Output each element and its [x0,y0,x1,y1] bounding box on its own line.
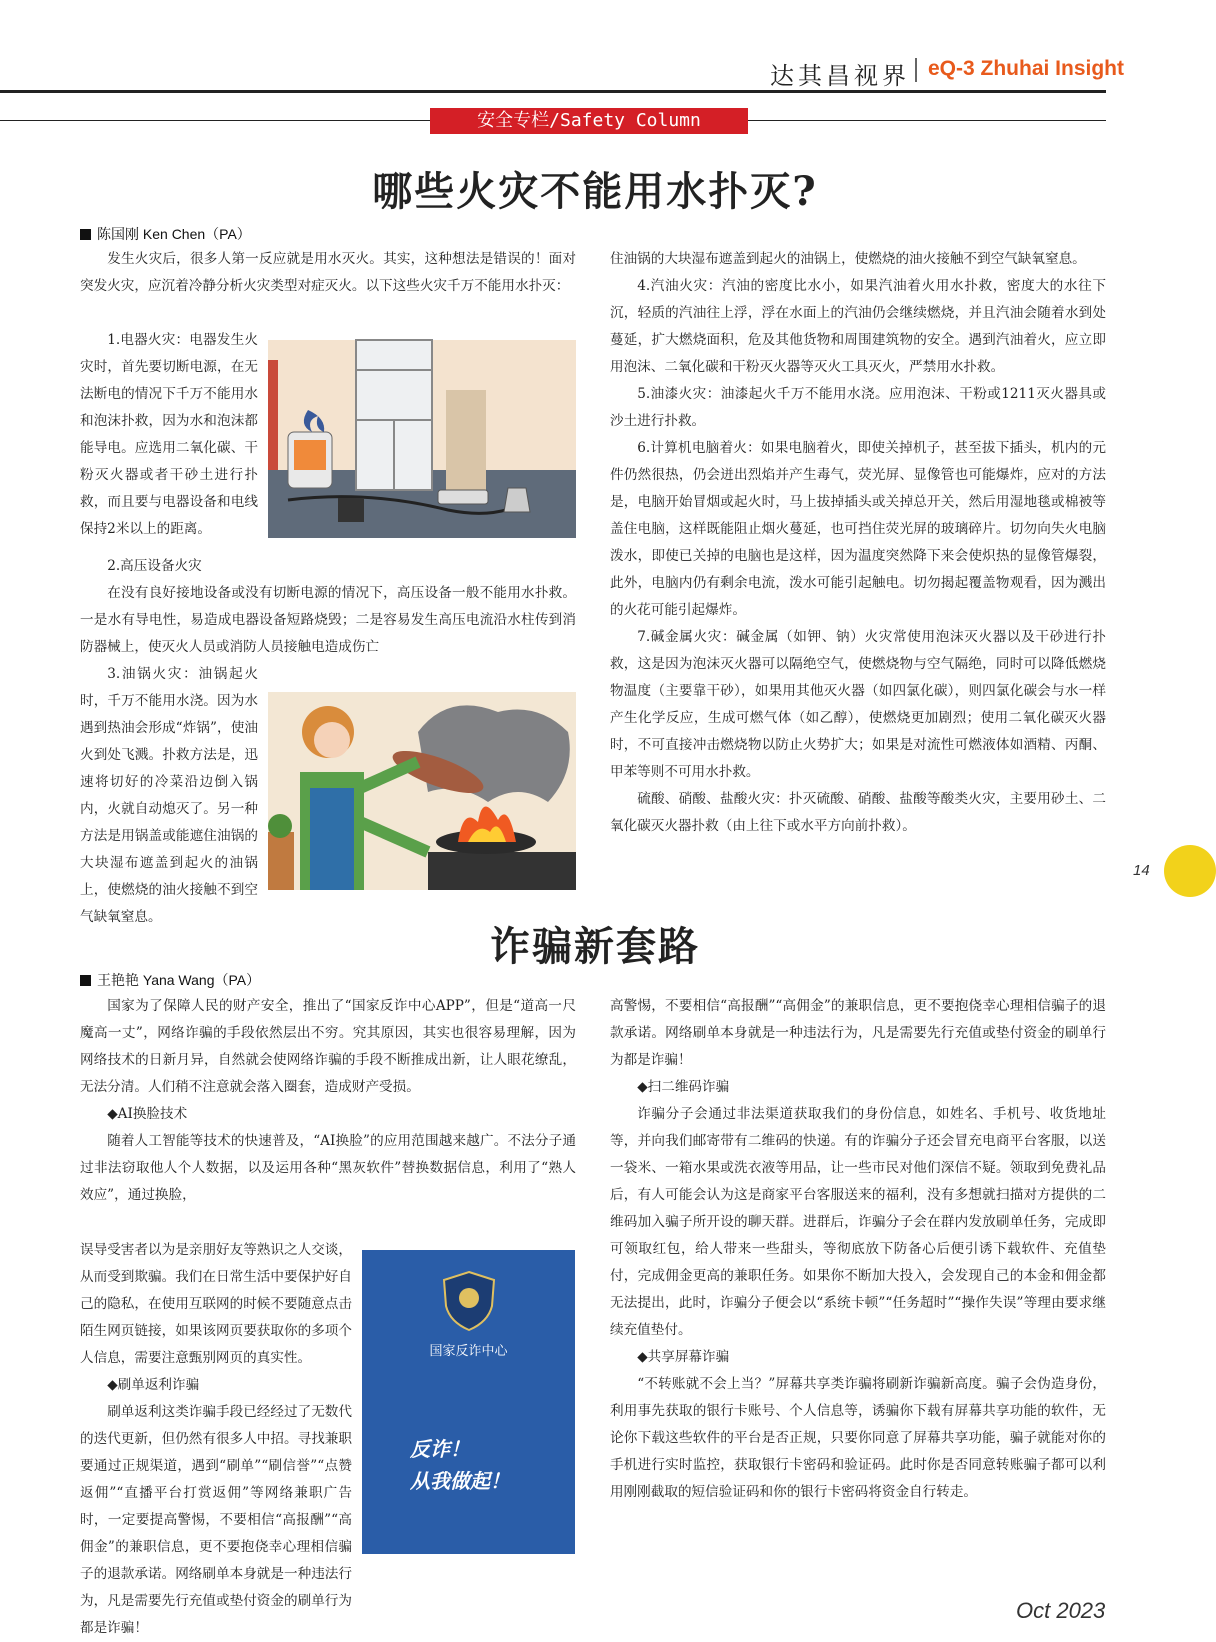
article1-electric [80,327,258,543]
brushing-heading: ◆刷单返利诈骗 [107,1377,200,1393]
article1-intro-text: 发生火灾后，很多人第一反应就是用水灭火。其实，这种想法是错误的！面对突发火灾，应沉着冷静分析火灾类型对症灭火。以下这些火灾千万不能用水扑灭： [80,251,576,294]
column-tag: 安全专栏/Safety Column [430,108,748,134]
article2-left-top [80,993,576,1209]
gasoline-fire-text: 4.汽油火灾：汽油的密度比水小，如果汽油着火用水扑救，密度大的水往下沉，轻质的汽油往上浮，浮在水面上的汽油仍会继续燃烧，并且汽油会随着水到处蔓延，扩大燃烧面积，危及其他货物和周围建筑物的安全。遇到汽油着火，应立即用泡沫、二氧化碳和干粉灭火器等灭火工具灭火，严禁用水扑救。 [610,278,1106,375]
article2-intro: 国家为了保障人民的财产安全，推出了“国家反诈中心APP”，但是“道高一尺魔高一丈”，网络诈骗的手段依然层出不穷。究其原因，其实也很容易理解，因为网络技术的日新月异，自然就会使网络诈骗的手段不断推成出新，让人眼花缭乱，无法分清。人们稍不注意就会落入圈套，造成财产受损。 [80,998,576,1095]
article1-intro [80,246,576,300]
highvoltage-text: 在没有良好接地设备或没有切断电源的情况下，高压设备一般不能用水扑救。一是水有导电性，易造成电器设备短路烧毁；二是容易发生高压电流沿水柱传到消防器械上，使灭火人员或消防人员接触电造成伤亡 [80,585,576,655]
screenshare-text: “不转账就不会上当？”屏幕共享类诈骗将刷新诈骗新高度。骗子会伪造身份，利用事先获取的银行卡账号、个人信息等，诱骗你下载有屏幕共享功能的软件，无论你下载这些软件的平台是否正规，只要你同意了屏幕共享功能，骗子就能对你的手机进行实时监控，获取银行卡密码和验证码。此时你是否同意转账骗子都可以利用刚刚截取的短信验证码和你的银行卡密码将资金自行转走。 [610,1376,1106,1500]
alkali-metal-fire-text: 7.碱金属火灾：碱金属（如钾、钠）火灾常使用泡沫灭火器以及干砂进行扑救，这是因为泡沫灭火器可以隔绝空气，使燃烧物与空气隔绝，同时可以降低燃烧物温度（主要靠干砂），如果用其他灭火器（如四氯化碳），则四氯化碳会与水一样产生化学反应，生成可燃气体（如乙醇），使燃烧更加剧烈；使用二氧化碳灭火器时，不可直接冲击燃烧物以防止火势扩大；如果是对流性可燃液体如酒精、丙酮、甲苯等则不可用水扑救。 [610,629,1106,780]
page-tab-marker [1164,845,1216,897]
article1-oilpan [80,661,258,925]
poster-slogan [410,1433,510,1497]
brushing-continued: 高警惕，不要相信“高报酬”“高佣金”的兼职信息，更不要抱侥幸心理相信骗子的退款承诺。网络刷单本身就是一种违法行为，凡是需要先行充值或垫付资金的刷单行为都是诈骗！ [610,998,1106,1068]
article2-left-narrow [80,1237,352,1636]
header-separator [915,58,917,82]
poster-slogan-line2: 从我做起！ [410,1469,510,1493]
poster-slogan-line1: 反诈！ [410,1437,470,1461]
author-bullet-icon [80,229,91,240]
electrical-fire-illustration [268,340,576,538]
screenshare-heading: ◆共享屏幕诈骗 [637,1349,730,1365]
acid-fire-text: 硫酸、硝酸、盐酸火灾：扑灭硫酸、硝酸、盐酸等酸类火灾，主要用砂土、二氧化碳灭火器扑救（由上往下或水平方向前扑救）。 [610,791,1106,834]
qrcode-text: 诈骗分子会通过非法渠道获取我们的身份信息，如姓名、手机号、收货地址等，并向我们邮寄带有二维码的快递。有的诈骗分子还会冒充电商平台客服，以送一袋米、一箱水果或洗衣液等用品，让一些市民对他们深信不疑。领取到免费礼品后，有人可能会认为这是商家平台客服送来的福利，没有多想就扫描对方提供的二维码加入骗子所开设的聊天群。进群后，诈骗分子会在群内发放刷单任务，完成即可领取红包，给人带来一些甜头，等彻底放下防备心后便引诱下载软件、充值垫付，完成佣金更高的兼职任务。如果你不断加大投入，会发现自己的本金和佣金都无法提出，此时，诈骗分子便会以“系统卡顿”“任务超时”“操作失误”等理由要求继续充值垫付。 [610,1106,1106,1338]
article2-right-column [610,993,1106,1506]
anti-fraud-poster [362,1250,575,1554]
article2-author-name: 王艳艳 Yana Wang（PA） [97,972,261,988]
article1-author [80,224,251,244]
ai-text-1: 随着人工智能等技术的快速普及，“AI换脸”的应用范围越来越广。不法分子通过非法窃取他人个人数据，以及运用各种“黑灰软件”替换数据信息，利用了“熟人效应”，通过换脸， [80,1133,576,1203]
page-number: 14 [1133,862,1150,879]
computer-fire-text: 6.计算机电脑着火：如果电脑着火，即使关掉机子，甚至拔下插头，机内的元件仍然很热，仍会迸出烈焰并产生毒气，荧光屏、显像管也可能爆炸，应对的方法是，电脑开始冒烟或起火时，马上拔掉插头或关掉总开关，然后用湿地毯或棉被等盖住电脑，这样既能阻止烟火蔓延，也可挡住荧光屏的玻璃碎片。切勿向失火电脑泼水，即使已关掉的电脑也是这样，因为温度突然降下来会使炽热的显像管爆裂，此外，电脑内仍有剩余电流，泼水可能引起触电。切勿揭起覆盖物观看，因为溅出的火花可能引起爆炸。 [610,440,1106,618]
issue-date: Oct 2023 [1016,1598,1106,1623]
qrcode-heading: ◆扫二维码诈骗 [637,1079,730,1095]
author-bullet-icon [80,975,91,986]
electric-fire-text: 1.电器火灾：电器发生火灾时，首先要切断电源，在无法断电的情况下千万不能用水和泡沫扑救，因为水和泡沫都能导电。应选用二氧化碳、干粉灭火器或者干砂土进行扑救，而且要与电器设备和电线保持2米以上的距离。 [80,332,258,537]
ai-heading: ◆AI换脸技术 [107,1106,188,1122]
ai-text-2: 误导受害者以为是亲朋好友等熟识之人交谈，从而受到欺骗。我们在日常生活中要保护好自己的隐私，在使用互联网的时候不要随意点击陌生网页链接，如果该网页要获取你的多项个人信息，需要注意甄别网页的真实性。 [80,1242,352,1366]
article1-right-column [610,246,1106,840]
header-rule [0,90,1106,93]
oil-pan-fire-illustration [268,692,576,890]
article2-title: 诈骗新套路 [490,923,700,970]
poster-brand: 国家反诈中心 [429,1344,508,1359]
brushing-text: 刷单返利这类诈骗手段已经经过了无数代的迭代更新，但仍然有很多人中招。寻找兼职要通过正规渠道，遇到“刷单”“刷信誉”“点赞返佣”“直播平台打赏返佣”等网络兼职广告时，一定要提高警惕，不要相信“高报酬”“高佣金”的兼职信息，更不要抱侥幸心理相信骗子的退款承诺。网络刷单本身就是一种违法行为，凡是需要先行充值或垫付资金的刷单行为都是诈骗！ [80,1404,352,1636]
magazine-name-en: eQ-3 Zhuhai Insight [928,57,1125,80]
article1-title: 哪些火灾不能用水扑灭? [372,168,818,215]
paint-fire-text: 5.油漆火灾：油漆起火千万不能用水浇。应用泡沫、干粉或1211灭火器具或沙土进行扑救。 [610,386,1106,429]
magazine-name-cn: 达其昌视界 [770,62,910,90]
article1-highvoltage [80,553,576,661]
article1-author-name: 陈国刚 Ken Chen（PA） [97,226,251,242]
shield-icon [442,1270,496,1332]
oilpan-continued: 住油锅的大块湿布遮盖到起火的油锅上，使燃烧的油火接触不到空气缺氧窒息。 [610,251,1086,267]
article2-author [80,970,260,990]
highvoltage-heading: 2.高压设备火灾 [107,558,202,574]
oilpan-fire-text: 3.油锅火灾：油锅起火时，千万不能用水浇。因为水遇到热油会形成“炸锅”，使油火到处飞溅。扑救方法是，迅速将切好的冷菜沿边倒入锅内，火就自动熄灭了。另一种方法是用锅盖或能遮住油锅的大块湿布遮盖到起火的油锅上，使燃烧的油火接触不到空气缺氧窒息。 [80,666,258,925]
